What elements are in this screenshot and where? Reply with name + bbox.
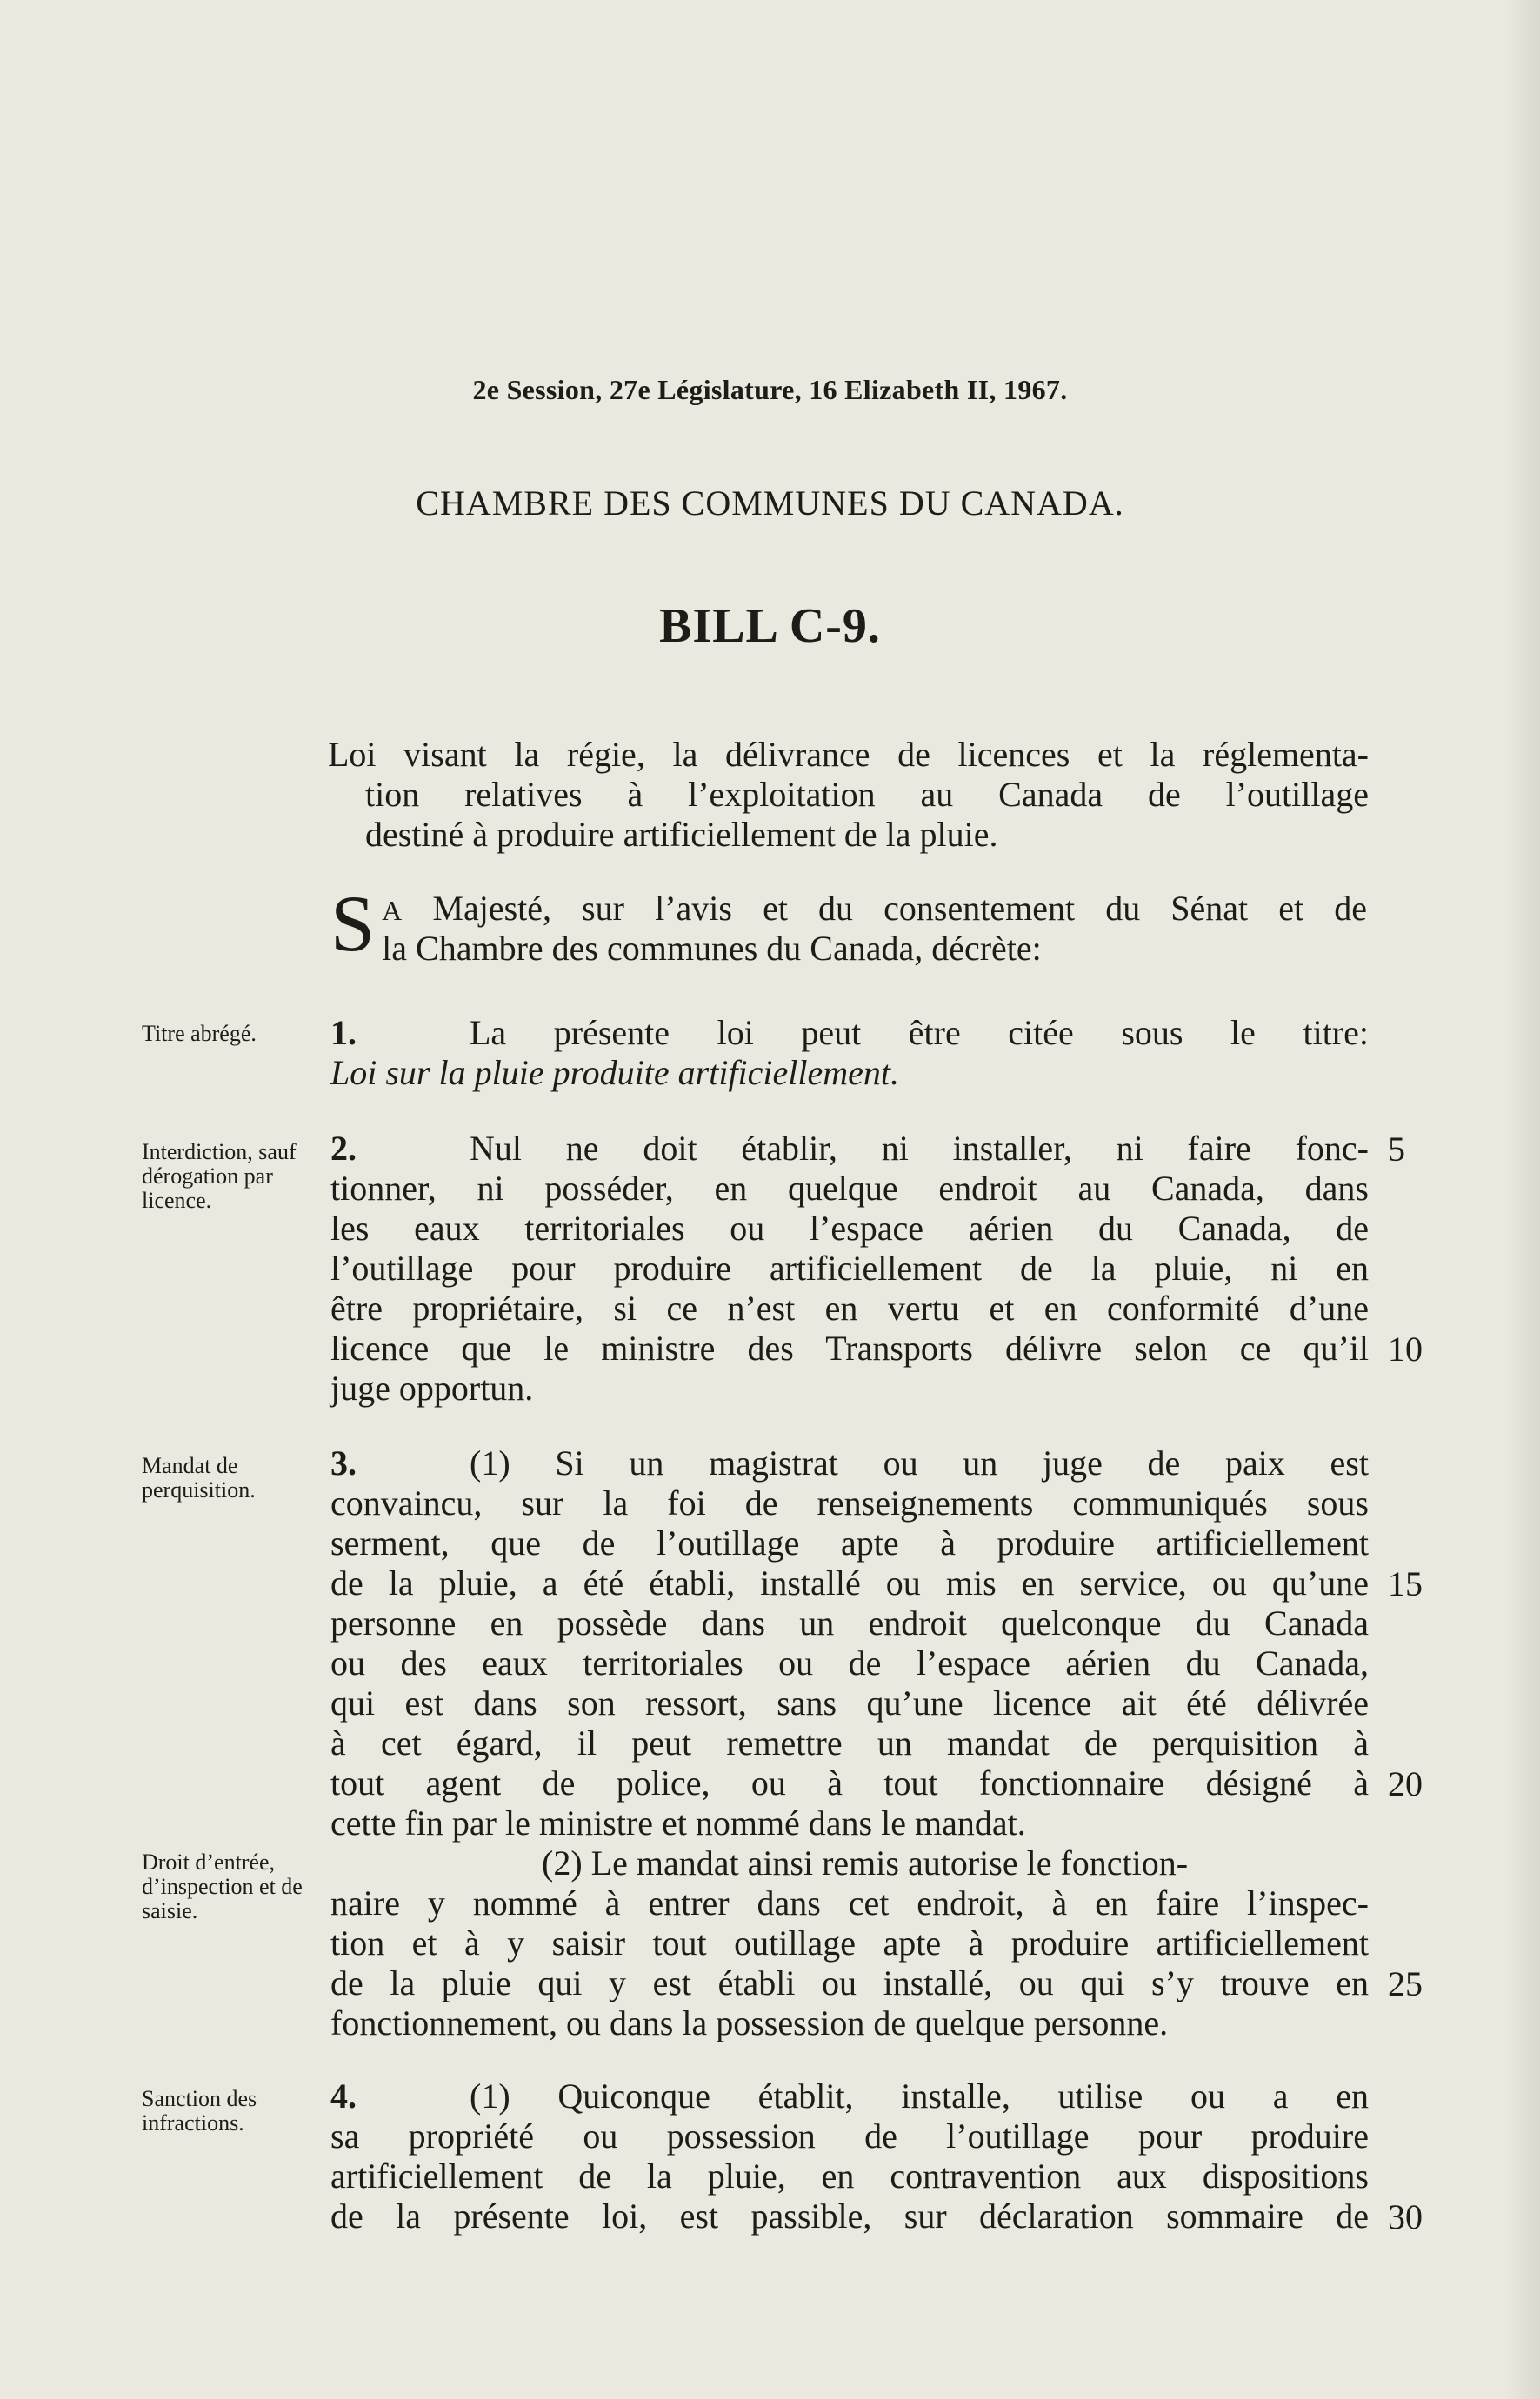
text-line: de la présente loi, est passible, sur déclaration sommaire de bbox=[330, 2196, 1369, 2236]
short-title: Loi sur la pluie produite artificiellement. bbox=[330, 1053, 900, 1092]
section-number: 2. bbox=[330, 1129, 357, 1168]
line-number: 30 bbox=[1388, 2197, 1423, 2236]
enacting-line-1: Majesté, sur l’avis et du consentement du Sénat et de bbox=[402, 889, 1367, 928]
text-line: être propriétaire, si ce n’est en vertu et en conformité d’une bbox=[330, 1289, 1369, 1328]
text-line: naire y nommé à entrer dans cet endroit, à en faire l’inspec- bbox=[330, 1883, 1369, 1923]
line-number: 10 bbox=[1388, 1329, 1423, 1369]
line-number: 5 bbox=[1388, 1130, 1405, 1169]
marginal-note: Interdiction, sauf dérogation par licence. bbox=[142, 1139, 297, 1213]
text-line: artificiellement de la pluie, en contravention aux dispositions bbox=[330, 2156, 1369, 2196]
marginal-note: Mandat de perquisition. bbox=[142, 1453, 256, 1503]
section-number: 4. bbox=[330, 2076, 357, 2116]
session-header: 2e Session, 27e Législature, 16 Elizabeth II, 1967. bbox=[472, 374, 1068, 405]
text-line: fonctionnement, ou dans la possession de quelque personne. bbox=[330, 2003, 1169, 2042]
long-title-line: Loi visant la régie, la délivrance de licences et la réglementa- bbox=[328, 735, 1369, 774]
text-line: personne en possède dans un endroit quelconque du Canada bbox=[330, 1603, 1369, 1643]
marginal-note: Sanction des infractions. bbox=[142, 2086, 257, 2136]
section-1: 1. La présente loi peut être citée sous le titre: Loi sur la pluie produite artificiellement. bbox=[330, 1013, 1369, 1092]
text-line: convaincu, sur la foi de renseignements communiqués sous bbox=[330, 1483, 1369, 1523]
line-number: 20 bbox=[1388, 1764, 1423, 1803]
line-number: 15 bbox=[1388, 1564, 1423, 1603]
bill-title: BILL C-9. bbox=[659, 599, 881, 653]
long-title-line: destiné à produire artificiellement de la pluie. bbox=[365, 815, 998, 854]
marginal-note: Droit d’entrée, d’inspection et de saisie. bbox=[142, 1849, 303, 1923]
section-2: 2. Nul ne doit établir, ni installer, ni faire fonc- tionner, ni posséder, en quelque endroit au Canada, dans les eaux territoriales ou l’espace aérien du Canada, de l’outillage pour produire artificiellement de la pluie, ni en être propriétaire, si ce n’est en vertu et en conformité d’une licence que le ministre des Transports délivre selon ce qu’il juge opportun. bbox=[330, 1129, 1369, 1408]
text-line: les eaux territoriales ou l’espace aérien du Canada, de bbox=[330, 1209, 1369, 1248]
enacting-clause bbox=[330, 879, 1367, 969]
text-line: tion et à y saisir tout outillage apte à produire artificiellement bbox=[330, 1923, 1369, 1963]
chamber-heading: CHAMBRE DES COMMUNES DU CANADA. bbox=[416, 483, 1124, 523]
text-line: juge opportun. bbox=[330, 1369, 534, 1408]
drop-cap: S bbox=[330, 879, 376, 968]
text-line: tout agent de police, ou à tout fonctionnaire désigné à bbox=[330, 1763, 1369, 1803]
text-line: licence que le ministre des Transports délivre selon ce qu’il bbox=[330, 1329, 1369, 1368]
text-line: de la pluie, a été établi, installé ou mis en service, ou qu’une bbox=[330, 1563, 1369, 1603]
enacting-line-2: la Chambre des communes du Canada, décrète: bbox=[382, 929, 1042, 968]
page-edge-shadow bbox=[1505, 0, 1540, 2399]
text-line: à cet égard, il peut remettre un mandat de perquisition à bbox=[330, 1723, 1369, 1763]
long-title-line: tion relatives à l’exploitation au Canada de l’outillage bbox=[365, 775, 1369, 814]
text-line: ou des eaux territoriales ou de l’espace aérien du Canada, bbox=[330, 1643, 1369, 1683]
text-line: qui est dans son ressort, sans qu’une licence ait été délivrée bbox=[330, 1683, 1369, 1723]
section-3-subsection-2: (2) Le mandat ainsi remis autorise le fonction- naire y nommé à entrer dans cet endroit, à en faire l’inspec- tion et à y saisir tout outillage apte à produire artificiellement de la pluie qui y est établi ou installé, ou qui s’y trouve en fonctionnement, ou dans la possession de quelque personne. bbox=[330, 1843, 1369, 2042]
text-line: tionner, ni posséder, en quelque endroit au Canada, dans bbox=[330, 1169, 1369, 1208]
text-line: de la pluie qui y est établi ou installé, ou qui s’y trouve en bbox=[330, 1963, 1369, 2002]
small-cap: A bbox=[382, 895, 403, 926]
section-4: 4. (1) Quiconque établit, installe, utilise ou a en sa propriété ou possession de l’outillage pour produire artificiellement de la pluie, en contravention aux dispositions de la présente loi, est passible, sur déclaration sommaire de bbox=[330, 2076, 1369, 2236]
section-3: 3. (1) Si un magistrat ou un juge de paix est convaincu, sur la foi de renseignements communiqués sous serment, que de l’outillage apte à produire artificiellement de la pluie, a été établi, installé ou mis en service, ou qu’une personne en possède dans un endroit quelconque du Canada ou des eaux territoriales ou de l’espace aérien du Canada, qui est dans son ressort, sans qu’une licence ait été délivrée à cet égard, il peut remettre un mandat de perquisition à tout agent de police, ou à tout fonctionnaire désigné à cette fin par le ministre et nommé dans le mandat. bbox=[330, 1443, 1369, 1843]
text-line: sa propriété ou possession de l’outillage pour produire bbox=[330, 2116, 1369, 2156]
section-number: 1. bbox=[330, 1013, 357, 1052]
text-line: cette fin par le ministre et nommé dans le mandat. bbox=[330, 1803, 1026, 1843]
line-number: 25 bbox=[1388, 1964, 1423, 2003]
long-title bbox=[328, 735, 1369, 855]
text-line: serment, que de l’outillage apte à produire artificiellement bbox=[330, 1523, 1369, 1563]
marginal-note: Titre abrégé. bbox=[142, 1021, 257, 1046]
text-line: l’outillage pour produire artificiellement de la pluie, ni en bbox=[330, 1249, 1369, 1288]
section-number: 3. bbox=[330, 1443, 357, 1483]
